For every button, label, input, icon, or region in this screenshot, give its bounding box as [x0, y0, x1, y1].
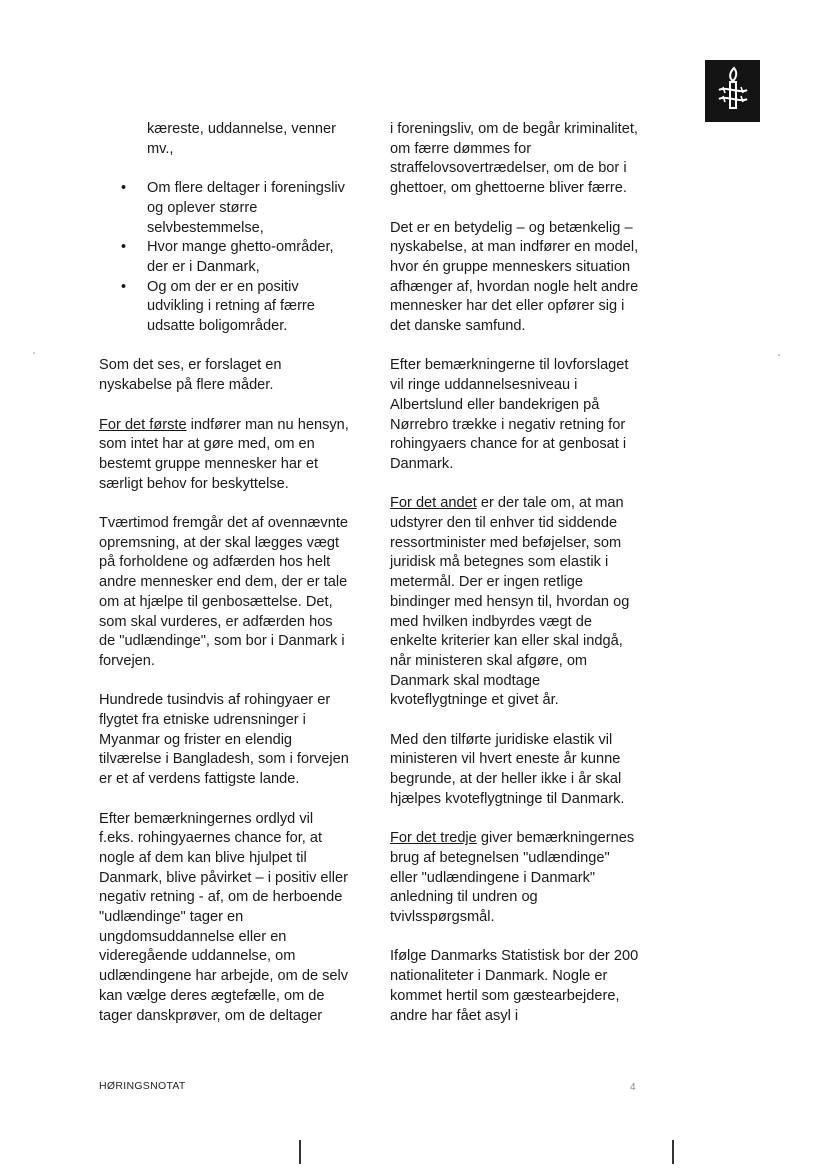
scan-speck: [33, 352, 35, 354]
list-item: • Hvor mange ghetto-områder, der er i Danmark,: [99, 238, 349, 277]
paragraph: Hundrede tusindvis af rohingyaer er flygtet fra etniske udrensninger i Myanmar og frister en elendig tilværelse i Bangladesh, som i forvejen er et af verdens fattigste lande.: [99, 692, 349, 788]
paragraph: Med den tilførte juridiske elastik vil ministeren vil hvert eneste år kunne begrunde, at der heller ikke i år skal hjælpes kvoteflygtninge til Danmark.: [390, 731, 625, 807]
paragraph: Efter bemærkningerne til lovforslaget vil ringe uddannelsesniveau i Albertslund eller bandekrigen på Nørrebro trække i negativ retning for rohingyaers chance for at genbosat i Danmark.: [390, 357, 629, 472]
list-item: • Om flere deltager i foreningsliv og oplever større selvbestemmelse,: [99, 179, 349, 238]
paragraph: Efter bemærkningernes ordlyd vil f.eks. rohingyaernes chance for, at nogle af dem kan blive hjulpet til Danmark, blive påvirket – i positiv eller negativ retning - af, om de herboende "udlændinge" tager en ungdomsuddannelse eller en videregående uddannelse, om udlændingene har arbejde, om de selv kan vælge deres ægtefælle, om de tager danskprøver, om de deltager: [99, 810, 349, 1024]
paragraph: [99, 416, 349, 495]
underlined-heading: For det tredje: [390, 830, 477, 847]
page-number: 4: [630, 1082, 636, 1093]
paragraph: Det er en betydelig – og betænkelig – nyskabelse, at man indfører en model, hvor én gruppe menneskers situation afhænger af, hvordan nogle helt andre mennesker har det eller opfører sig i det danske samfund.: [390, 219, 639, 335]
paragraph: i foreningsliv, om de begår kriminalitet, om færre dømmes for straffelovsovertrædelser, om de bor i ghettoer, om ghettoerne bliver færre.: [390, 121, 638, 197]
paragraph: Som det ses, er forslaget en nyskabelse på flere måder.: [99, 357, 282, 394]
right-column: [390, 120, 640, 1046]
list-item: • Og om der er en positiv udvikling i retning af færre udsatte boligområder.: [99, 278, 349, 337]
bullet-list: [99, 179, 349, 337]
paragraph: [390, 829, 640, 928]
scan-mark: [299, 1140, 301, 1164]
underlined-heading: For det andet: [390, 495, 477, 512]
paragraph: Tværtimod fremgår det af ovennævnte opremsning, at der skal lægges vægt på forholdene og adfærden hos helt andre mennesker end dem, der er tale om at hjælpe til genbosættelse. Det, som skal vurderes, er adfærden hos de "udlændinge", som bor i Danmark i forvejen.: [99, 515, 349, 669]
amnesty-candle-icon: [705, 60, 760, 122]
left-column: [99, 120, 349, 1046]
scan-speck: [778, 354, 780, 356]
bullet-continuation: kæreste, uddannelse, venner mv.,: [147, 121, 337, 157]
footer-label: HØRINGSNOTAT: [99, 1080, 186, 1092]
underlined-heading: For det første: [99, 416, 187, 433]
paragraph-text: er der tale om, at man udstyrer den til enhver tid siddende ressortminister med beføjelser, som juridisk må betegnes som elastik i metermål. Der er ingen retlige bindinger med hensyn til, hvordan og med hvilken indbyrdes vægt de enkelte kriterier kan eller skal indgå, når ministeren skal afgøre, om Danmark skal modtage kvoteflygtninge et givet år.: [390, 495, 630, 709]
paragraph: Ifølge Danmarks Statistisk bor der 200 nationaliteter i Danmark. Nogle er kommet hertil som gæstearbejdere, andre har fået asyl i: [390, 948, 639, 1024]
paragraph: [390, 494, 640, 711]
paragraph-text: indfører man nu hensyn, som intet har at gøre med, om en bestemt gruppe mennesker har et særligt behov for beskyttelse.: [99, 416, 349, 492]
scan-mark: [672, 1140, 674, 1164]
paragraph-text: giver bemærkningernes brug af betegnelsen "udlændinge" eller "udlændingene i Danmark" anledning til undren og tvivlsspørgsmål.: [390, 830, 635, 926]
